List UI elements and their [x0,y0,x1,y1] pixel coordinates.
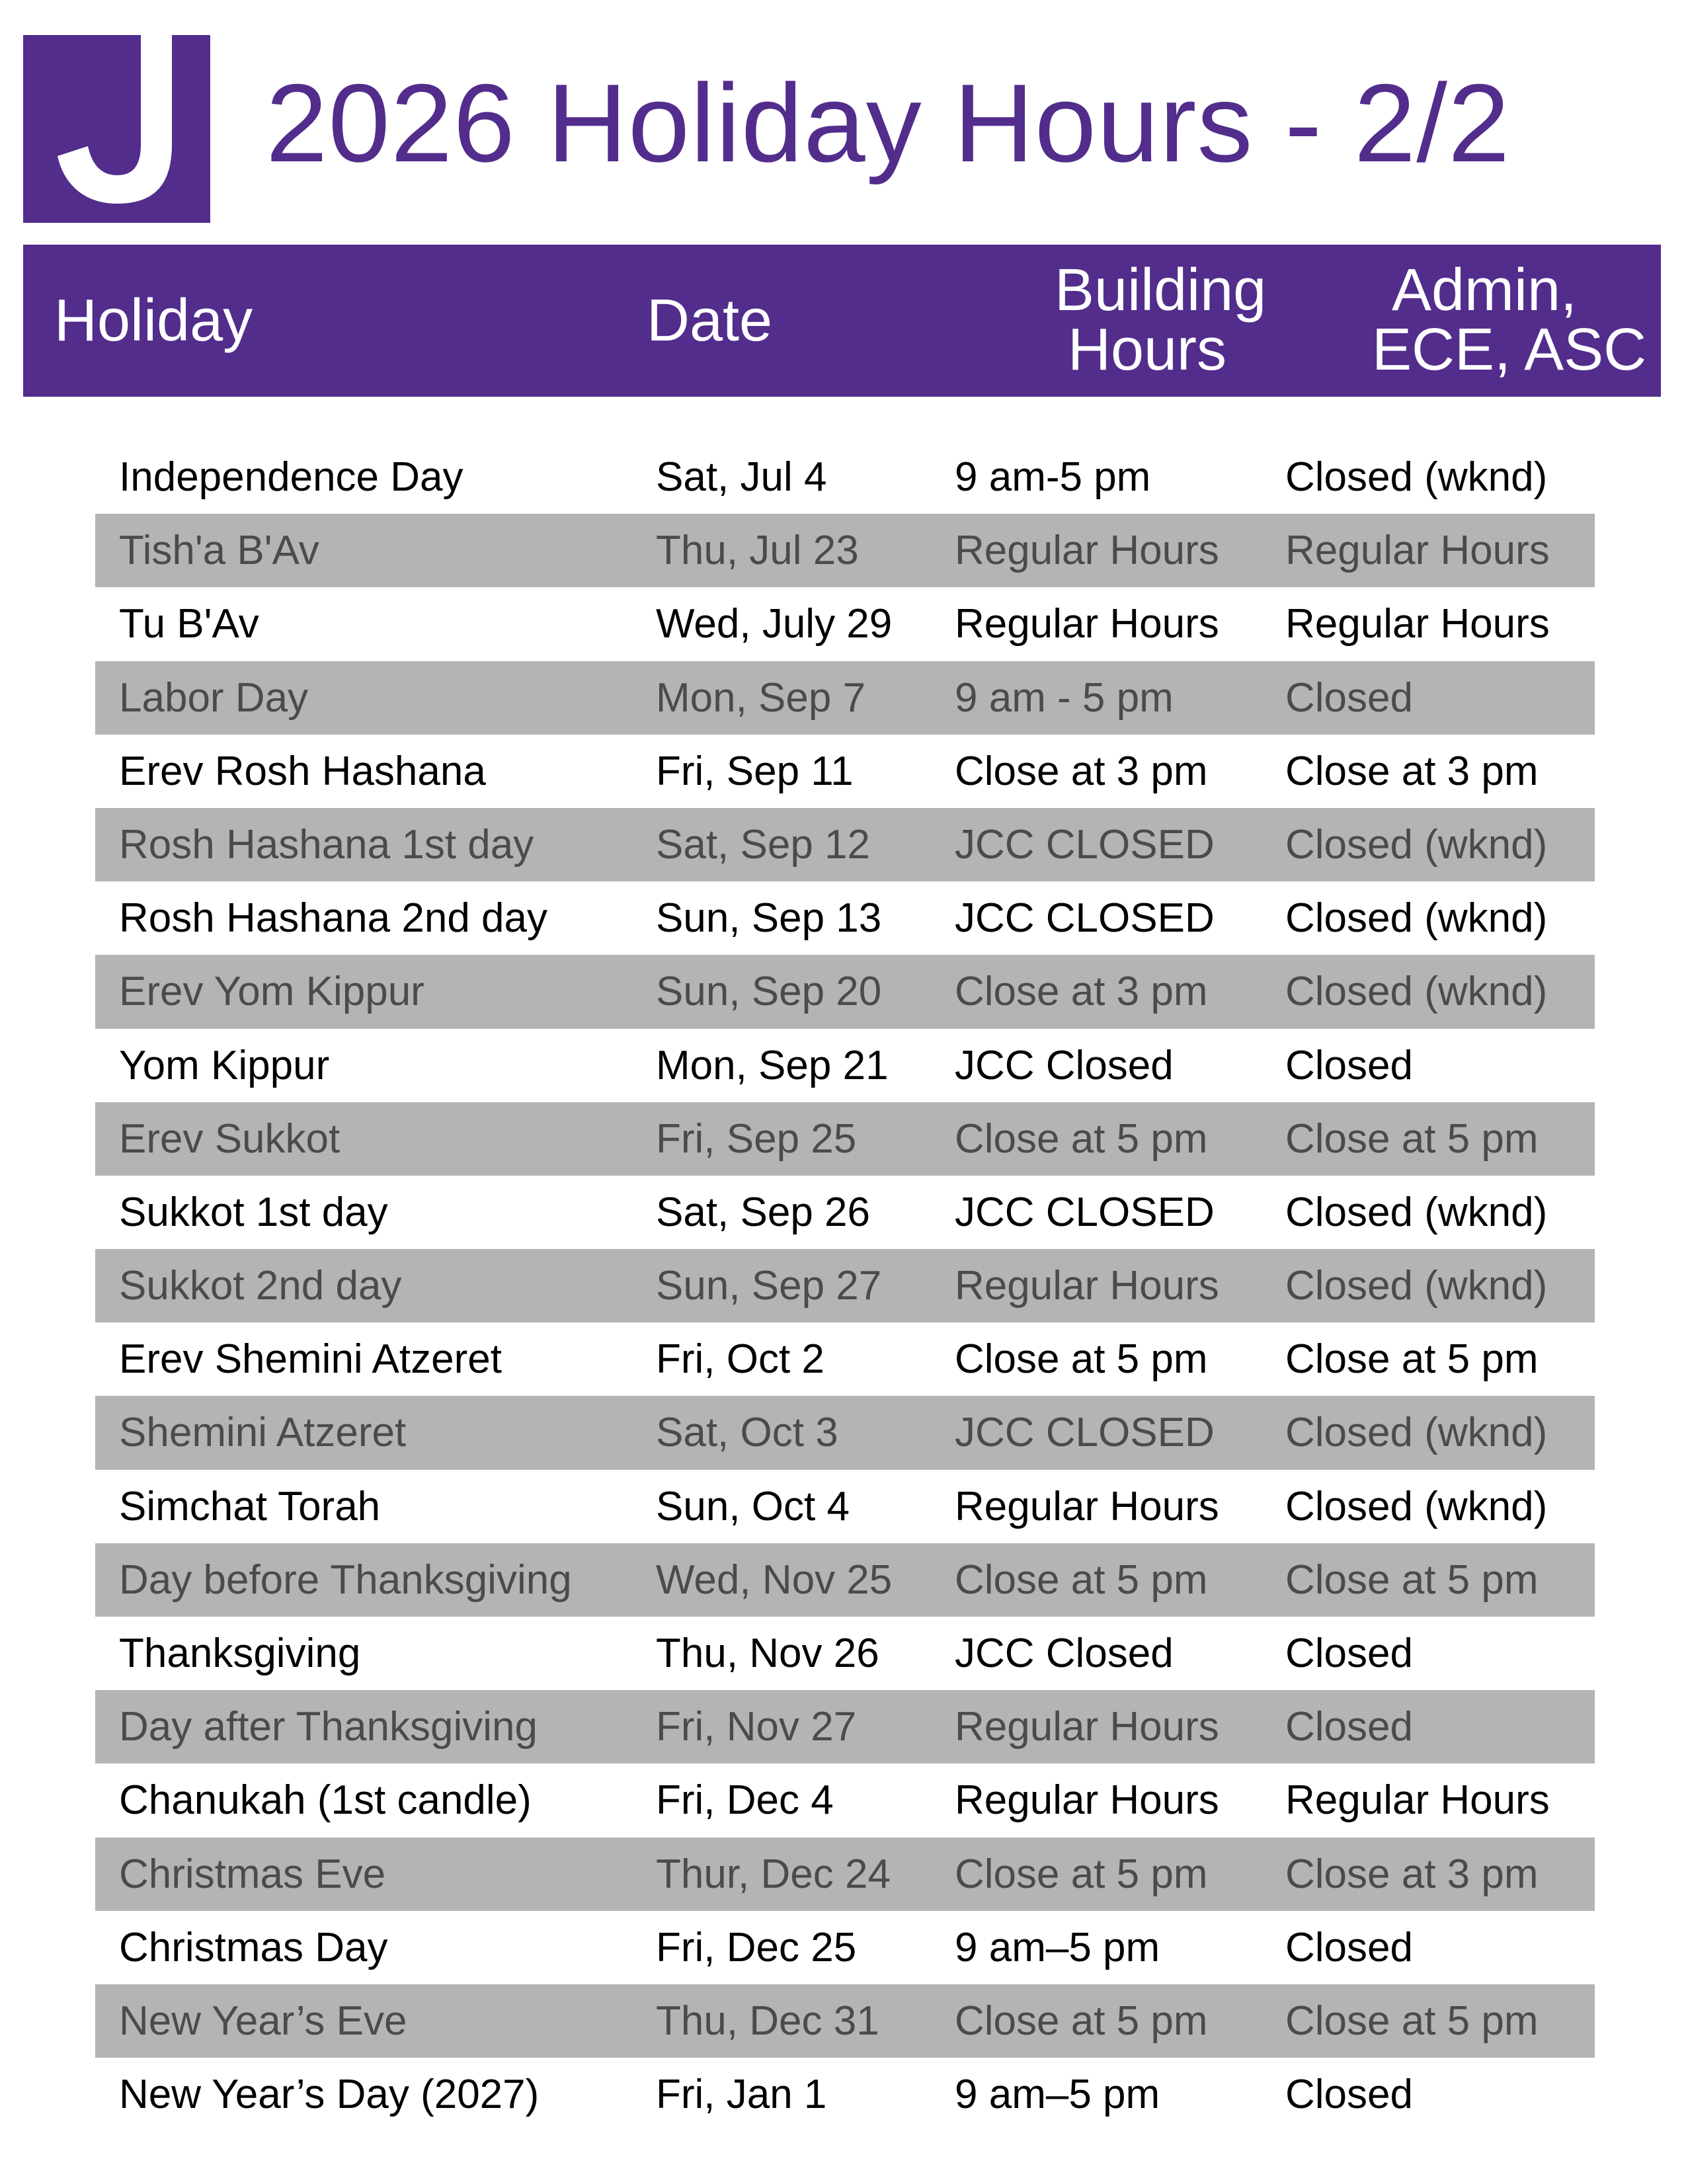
table-row [95,1322,1595,1396]
holiday-cell: Sukkot 1st day [119,1189,388,1235]
admin-hours-cell: Close at 5 pm [1285,1336,1539,1383]
admin-hours-cell: Close at 5 pm [1285,1998,1539,2044]
table-row [95,1102,1595,1176]
table-row [95,955,1595,1028]
table-row [95,1763,1595,1837]
admin-hours-cell: Closed [1285,1631,1413,1676]
holiday-cell: New Year’s Eve [119,1998,407,2044]
admin-hours-cell: Closed [1285,1042,1413,1088]
holiday-cell: Chanukah (1st candle) [119,1777,532,1824]
admin-hours-cell: Closed (wknd) [1285,969,1548,1015]
holiday-cell: Christmas Eve [119,1851,386,1897]
date-cell: Sun, Sep 13 [656,895,882,942]
admin-hours-cell: Closed [1285,1704,1413,1750]
date-cell: Wed, July 29 [656,601,893,647]
table-row [95,1690,1595,1763]
holiday-cell: Shemini Atzeret [119,1410,407,1456]
date-cell: Fri, Jan 1 [656,2072,827,2118]
admin-hours-cell: Close at 3 pm [1285,1851,1539,1897]
admin-hours-cell: Closed [1285,2072,1413,2118]
date-cell: Thu, Jul 23 [656,528,859,574]
table-header [23,245,1661,397]
building-hours-cell: Regular Hours [955,1704,1219,1750]
admin-hours-cell: Close at 3 pm [1285,748,1539,794]
building-hours-cell: 9 am - 5 pm [955,674,1174,721]
header-building-line2: Hours [1067,317,1227,383]
admin-hours-cell: Closed (wknd) [1285,895,1548,942]
building-hours-cell: Regular Hours [955,1777,1219,1824]
building-hours-cell: Close at 5 pm [955,1336,1208,1383]
header-admin-ece-asc [1372,257,1647,383]
holiday-cell: Erev Sukkot [119,1115,341,1162]
admin-hours-cell: Closed (wknd) [1285,821,1548,868]
building-hours-cell: 9 am–5 pm [955,1924,1160,1970]
table-row [95,514,1595,587]
admin-hours-cell: Close at 5 pm [1285,1557,1539,1603]
date-cell: Thur, Dec 24 [656,1851,891,1897]
building-hours-cell: 9 am-5 pm [955,454,1151,500]
admin-hours-cell: Closed (wknd) [1285,1263,1548,1309]
building-hours-cell: Close at 5 pm [955,1115,1208,1162]
holiday-cell: Sukkot 2nd day [119,1263,402,1309]
admin-hours-cell: Regular Hours [1285,1777,1550,1824]
date-cell: Mon, Sep 21 [656,1042,889,1088]
admin-hours-cell: Closed [1285,674,1413,721]
table-row [95,1911,1595,1984]
holiday-cell: Labor Day [119,674,309,721]
table-row [95,661,1595,735]
building-hours-cell: JCC Closed [955,1631,1174,1676]
table-row [95,587,1595,661]
building-hours-cell: JCC CLOSED [955,895,1215,942]
table-row [95,1249,1595,1322]
building-hours-cell: 9 am–5 pm [955,2072,1160,2118]
date-cell: Fri, Oct 2 [656,1336,824,1383]
header-admin-line1: Admin, [1391,257,1578,323]
date-cell: Thu, Nov 26 [656,1631,879,1676]
building-hours-cell: Close at 3 pm [955,969,1208,1015]
holiday-cell: Tish'a B'Av [119,528,319,574]
holiday-cell: Rosh Hashana 1st day [119,821,534,868]
header-holiday: Holiday [54,288,253,354]
holiday-cell: Day before Thanksgiving [119,1557,572,1603]
date-cell: Wed, Nov 25 [656,1557,893,1603]
building-hours-cell: JCC Closed [955,1042,1174,1088]
building-hours-cell: Close at 5 pm [955,1851,1208,1897]
date-cell: Sat, Jul 4 [656,454,827,500]
admin-hours-cell: Closed (wknd) [1285,1189,1548,1235]
holiday-cell: New Year’s Day (2027) [119,2072,540,2118]
date-cell: Sun, Sep 20 [656,969,882,1015]
header-building-line1: Building [1055,257,1267,323]
admin-hours-cell: Closed (wknd) [1285,1483,1548,1529]
date-cell: Fri, Sep 11 [656,748,854,794]
header-date: Date [647,288,773,354]
holiday-hours-table [95,440,1595,2131]
header-admin-line2: ECE, ASC [1372,317,1647,383]
page-title: 2026 Holiday Hours - 2/2 [266,61,1511,185]
holiday-cell: Independence Day [119,454,463,500]
table-row [95,2058,1595,2131]
table-row [95,1176,1595,1249]
date-cell: Mon, Sep 7 [656,674,866,721]
j-logo-icon [23,35,210,223]
holiday-cell: Erev Rosh Hashana [119,748,486,794]
building-hours-cell: Regular Hours [955,1263,1219,1309]
holiday-cell: Simchat Torah [119,1483,381,1529]
date-cell: Sun, Oct 4 [656,1483,850,1529]
building-hours-cell: Close at 5 pm [955,1557,1208,1603]
date-cell: Fri, Dec 4 [656,1777,834,1824]
holiday-cell: Tu B'Av [119,601,259,647]
date-cell: Thu, Dec 31 [656,1998,879,2044]
table-row [95,881,1595,955]
building-hours-cell: Regular Hours [955,528,1219,574]
building-hours-cell: Regular Hours [955,601,1219,647]
table-row [95,1838,1595,1911]
table-row [95,1617,1595,1690]
table-row [95,1543,1595,1617]
admin-hours-cell: Close at 5 pm [1285,1115,1539,1162]
date-cell: Sat, Oct 3 [656,1410,838,1456]
table-row [95,1396,1595,1469]
holiday-cell: Erev Shemini Atzeret [119,1336,502,1383]
admin-hours-cell: Closed [1285,1924,1413,1970]
holiday-cell: Erev Yom Kippur [119,969,424,1015]
date-cell: Sat, Sep 12 [656,821,871,868]
date-cell: Sat, Sep 26 [656,1189,871,1235]
admin-hours-cell: Regular Hours [1285,528,1550,574]
building-hours-cell: JCC CLOSED [955,1189,1215,1235]
table-row [95,808,1595,881]
date-cell: Fri, Sep 25 [656,1115,857,1162]
date-cell: Fri, Nov 27 [656,1704,857,1750]
table-row [95,1029,1595,1102]
header-building-hours [1055,257,1267,383]
building-hours-cell: Close at 5 pm [955,1998,1208,2044]
jcc-logo [23,35,210,223]
table-row [95,440,1595,514]
building-hours-cell: JCC CLOSED [955,1410,1215,1456]
holiday-cell: Christmas Day [119,1924,388,1970]
building-hours-cell: JCC CLOSED [955,821,1215,868]
holiday-cell: Thanksgiving [119,1631,361,1676]
holiday-cell: Rosh Hashana 2nd day [119,895,548,942]
date-cell: Fri, Dec 25 [656,1924,857,1970]
building-hours-cell: Regular Hours [955,1483,1219,1529]
date-cell: Sun, Sep 27 [656,1263,882,1309]
admin-hours-cell: Closed (wknd) [1285,1410,1548,1456]
admin-hours-cell: Regular Hours [1285,601,1550,647]
holiday-cell: Yom Kippur [119,1042,330,1088]
building-hours-cell: Close at 3 pm [955,748,1208,794]
table-row [95,1470,1595,1543]
holiday-cell: Day after Thanksgiving [119,1704,538,1750]
table-row [95,1984,1595,2058]
admin-hours-cell: Closed (wknd) [1285,454,1548,500]
table-row [95,735,1595,808]
